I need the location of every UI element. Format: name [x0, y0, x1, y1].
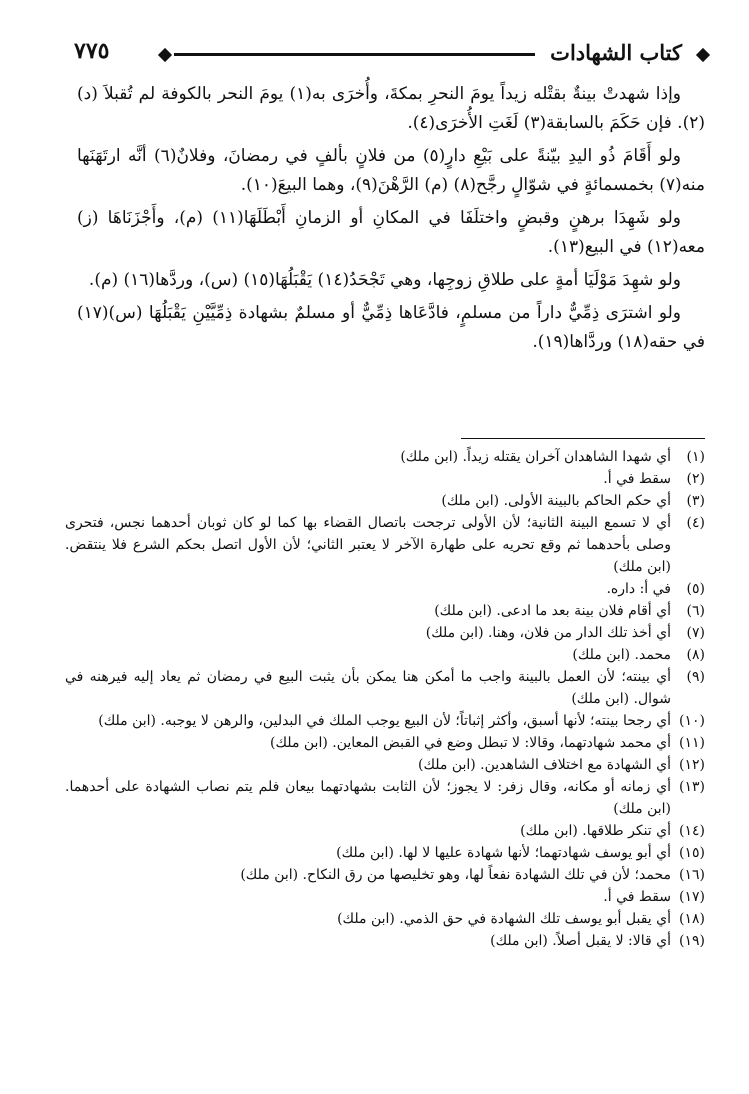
footnote — [65, 490, 705, 512]
footnote-number: (٧) — [686, 625, 705, 641]
footnote-text: أي رجحا بينته؛ لأنها أسبق، وأكثر إثباتاً؛ لأن البيع يوجب الملك في البدلين، والرهن لا يوجبه. (ابن ملك) — [98, 713, 671, 729]
footnote-text: أي حكم الحاكم بالبينة الأولى. (ابن ملك) — [441, 493, 671, 509]
footnote-text: أي أخذ تلك الدار من فلان، وهنا. (ابن ملك) — [425, 625, 671, 641]
footnote-separator — [461, 438, 705, 439]
footnote-text: أي شهدا الشاهدان آخران يقتله زيداً. (ابن ملك) — [400, 449, 671, 465]
footnotes — [65, 446, 705, 952]
footnote-number: (٤) — [686, 515, 705, 531]
footnote — [65, 446, 705, 468]
footnote — [65, 754, 705, 776]
main-text — [77, 80, 705, 361]
header-diamond-ornament-left — [158, 48, 172, 62]
book-chapter-title: كتاب الشهادات — [550, 40, 682, 65]
footnote — [65, 820, 705, 842]
footnote-text: أي الشهادة مع اختلاف الشاهدين. (ابن ملك) — [417, 757, 671, 773]
footnote — [65, 512, 705, 578]
footnote-number: (٥) — [686, 581, 705, 597]
footnote-number: (١) — [686, 449, 705, 465]
footnote — [65, 622, 705, 644]
main-paragraph-2: ولو أَقَامَ ذُو اليدِ بيّنةً على بَيْعِ دارٍ(٥) من فلانٍ بألفٍ في رمضانَ، وفلانٌ(٦) أنَّه ارتَهَنَها منه(٧) بخمسمائةٍ في شوّالٍ رجَّح(٨) (م) الرَّهْنَ(٩)، وهما البيعَ(١٠). — [77, 146, 705, 195]
footnote — [65, 468, 705, 490]
footnote-text: أي تنكر طلاقها. (ابن ملك) — [520, 823, 671, 839]
footnote — [65, 930, 705, 952]
footnote-text: محمد؛ لأن في تلك الشهادة نفعاً لها، وهو تخليصها من رق النكاح. (ابن ملك) — [240, 867, 671, 883]
footnote — [65, 710, 705, 732]
main-paragraph-4: ولو شهِدَ مَوْلَيَا أمةٍ على طلاقِ زوجِها، وهي تَجْحَدُ(١٤) يَقْبَلُهَا(١٥) (س)، وردَّها(١٦) (م). — [88, 270, 681, 290]
header-diamond-ornament-right — [696, 48, 710, 62]
footnote-number: (١٥) — [679, 845, 705, 861]
page-header — [70, 34, 710, 68]
footnote — [65, 842, 705, 864]
footnote-text: أي أبو يوسف شهادتهما؛ لأنها شهادة عليها لا لها. (ابن ملك) — [336, 845, 671, 861]
footnote-number: (٨) — [686, 647, 705, 663]
footnote — [65, 908, 705, 930]
page-number: ٧٧٥ — [74, 38, 110, 64]
footnote-number: (٢) — [686, 471, 705, 487]
footnote — [65, 886, 705, 908]
footnote-number: (١٦) — [679, 867, 705, 883]
footnote-text: أي بينته؛ لأن العمل بالبينة واجب ما أمكن هنا يمكن بأن يثبت البيع في رمضان ثم يعاد إليه فيرهنه في شوال. (ابن ملك) — [65, 669, 671, 707]
main-paragraph-1: وإذا شهدتْ بينةٌ بقتْله زيداً يومَ النحرِ بمكةَ، وأُخرَى به(١) يومَ النحر بالكوفة لم تُقبلاَ (د)(٢). فإن حَكَمَ بالسابقة(٣) لَغَتِ الأُخرَى(٤). — [77, 84, 705, 133]
footnote-text: أي لا تسمع البينة الثانية؛ لأن الأولى ترجحت باتصال القضاء بها كما لو كان ثوبان أحدهما نجس، فتحرى وصلى بأحدهما ثم وقع تحريه على طهارة الآخر لا يعتبر الثاني؛ لأن الأول اتصل بحكم الشرع فلا ينتقض. (ابن ملك) — [65, 515, 671, 575]
footnote-text: أي أقام فلان بينة بعد ما ادعى. (ابن ملك) — [434, 603, 671, 619]
main-paragraph-5: ولو اشترَى ذِمِّيٌّ داراً من مسلمٍ، فادَّعَاها ذِمِّيٌّ أو مسلمٌ بشهادة ذِمِّيَّيْنِ يَقْبَلُهَا (س)(١٧) في حقه(١٨) وردَّاها(١٩). — [77, 303, 705, 352]
footnote-number: (١٢) — [679, 757, 705, 773]
footnote-number: (١٠) — [679, 713, 705, 729]
main-paragraph-3: ولو شَهِدَا برهنٍ وقبضٍ واختلَفَا في المكانِ أو الزمانِ أَبْطَلَهَا(١١) (م)، وأَجْزَنَاهَا (ز) معه(١٢) في البيع(١٣). — [77, 208, 705, 257]
footnote-number: (١٩) — [679, 933, 705, 949]
footnote-number: (٦) — [686, 603, 705, 619]
footnote-text: سقط في أ. — [603, 471, 671, 487]
footnote — [65, 644, 705, 666]
header-rule — [174, 53, 535, 56]
footnote — [65, 600, 705, 622]
footnote-text: في أ: داره. — [606, 581, 671, 597]
footnote-text: أي زمانه أو مكانه، وقال زفر: لا يجوز؛ لأن الثابت بشهادتهما بيعان فلم يتم نصاب الشهادة على أحدهما. (ابن ملك) — [65, 779, 671, 817]
footnote — [65, 776, 705, 820]
footnote-text: أي قالا: لا يقبل أصلاً. (ابن ملك) — [490, 933, 671, 949]
footnote-number: (١٧) — [679, 889, 705, 905]
footnote — [65, 732, 705, 754]
footnote-number: (١١) — [679, 735, 705, 751]
footnote-number: (١٤) — [679, 823, 705, 839]
footnote-number: (٣) — [686, 493, 705, 509]
footnote-text: أي محمد شهادتهما، وقالا: لا تبطل وضع في القبض المعاين. (ابن ملك) — [270, 735, 671, 751]
footnote-number: (٩) — [686, 669, 705, 685]
footnote — [65, 666, 705, 710]
footnote-text: أي يقبل أبو يوسف تلك الشهادة في حق الذمي. (ابن ملك) — [337, 911, 671, 927]
footnote-text: محمد. (ابن ملك) — [572, 647, 671, 663]
footnote-number: (١٨) — [679, 911, 705, 927]
footnote-number: (١٣) — [679, 779, 705, 795]
footnote — [65, 864, 705, 886]
footnote-text: سقط في أ. — [603, 889, 671, 905]
footnote — [65, 578, 705, 600]
